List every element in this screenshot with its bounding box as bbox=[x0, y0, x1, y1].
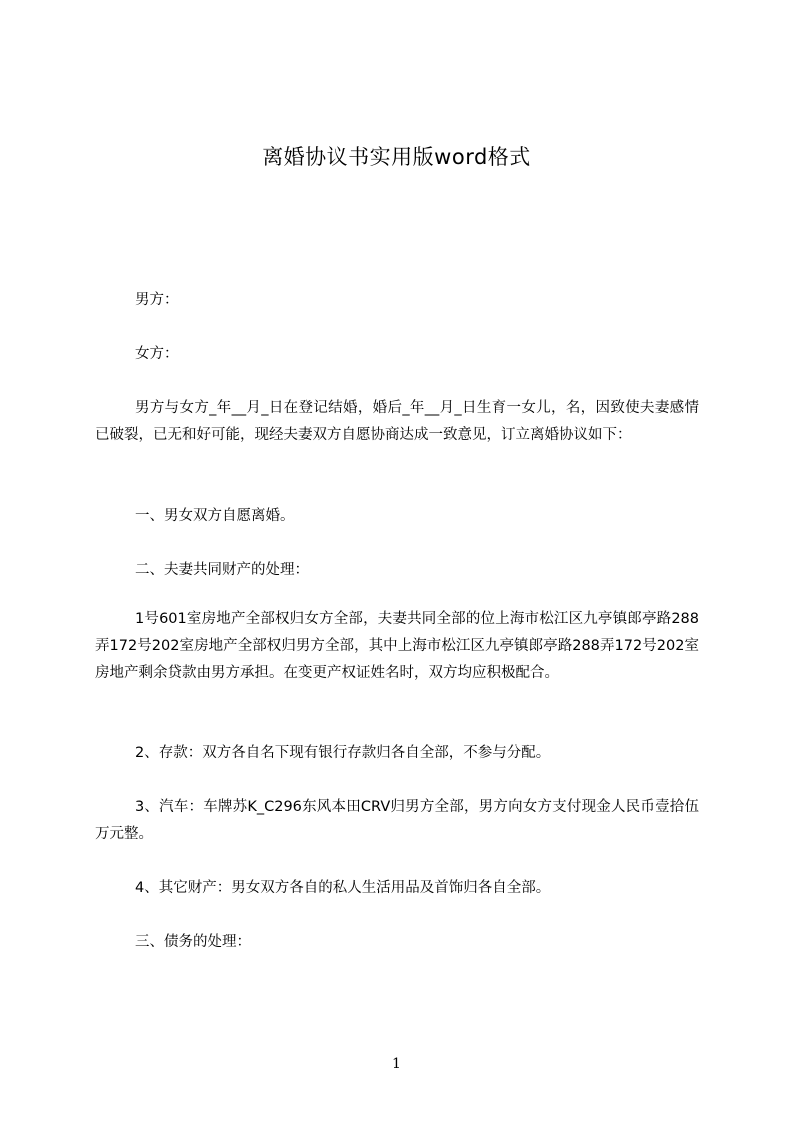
deposit-paragraph: 2、存款：双方各自名下现有银行存款归各自全部，不参与分配。 bbox=[135, 745, 551, 761]
page-number: 1 bbox=[392, 1056, 401, 1072]
house-property-paragraph: 1号601室房地产全部权归女方全部，夫妻共同全部的位上海市松江区九亭镇郎亭路288弄172号202室房地产全部权归男方全部，其中上海市松江区九亭镇郎亭路288弄172号202室房地产剩余贷款由男方承担。在变更产权证姓名时，双方均应积极配合。 bbox=[95, 611, 699, 681]
clause-one: 一、男女双方自愿离婚。 bbox=[135, 508, 295, 524]
male-party-line: 男方： bbox=[135, 292, 179, 308]
car-paragraph: 3、汽车：车牌苏K_C296东风本田CRV归男方全部，男方向女方支付现金人民币壹拾伍万元整。 bbox=[95, 799, 699, 842]
intro-paragraph: 男方与女方_年__月_日在登记结婚，婚后_年__月_日生育一女儿，名，因致使夫妻感情已破裂，已无和好可能，现经夫妻双方自愿协商达成一致意见，订立离婚协议如下： bbox=[95, 400, 699, 443]
document-title: 离婚协议书实用版word格式 bbox=[262, 145, 531, 169]
clause-three-heading: 三、债务的处理： bbox=[135, 934, 251, 950]
female-party-line: 女方： bbox=[135, 346, 179, 362]
other-property-paragraph: 4、其它财产：男女双方各自的私人生活用品及首饰归各自全部。 bbox=[135, 880, 551, 896]
clause-two-heading: 二、夫妻共同财产的处理： bbox=[135, 562, 309, 578]
